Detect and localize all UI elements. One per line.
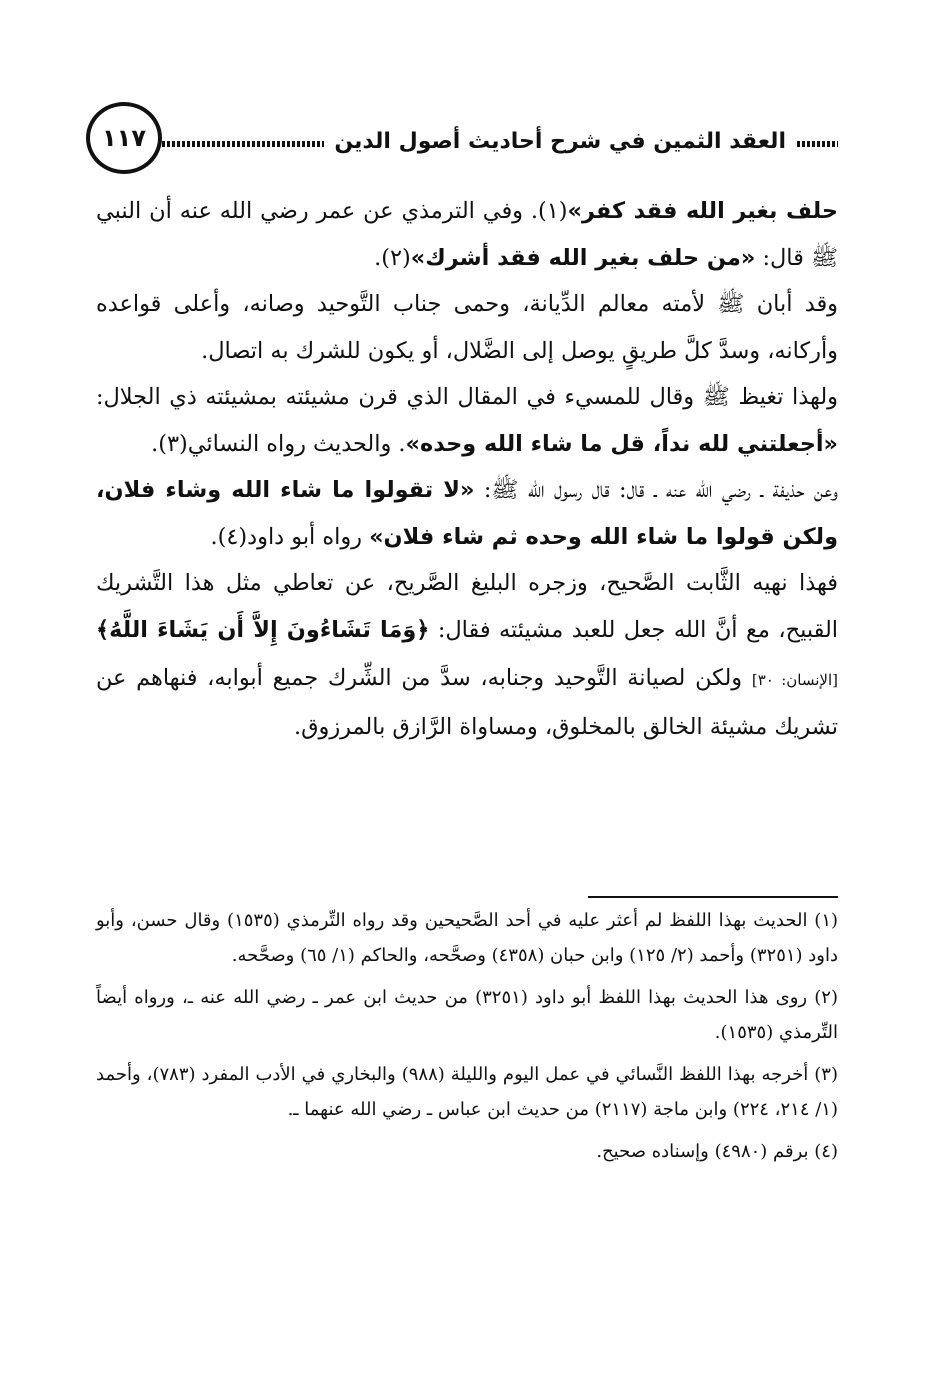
- hadith-quote: «من حلف بغير الله فقد أشرك»: [410, 244, 756, 271]
- footnote-divider: [588, 896, 838, 898]
- paragraph-text: (١). وفي الترمذي عن عمر رضي الله عنه أن النبي ﷺ قال:: [96, 198, 838, 271]
- footnote-ref: (٢).: [374, 244, 411, 271]
- paragraph-text: ولهذا تغيظ ﷺ وقال للمسيء في المقال الذي قرن مشيئته بمشيئته ذي الجلال:: [96, 384, 838, 410]
- main-text: [96, 188, 838, 750]
- paragraph-1: [96, 188, 838, 281]
- book-title: العقد الثمين في شرح أحاديث أصول الدين: [324, 122, 796, 162]
- hadith-quote: «أجعلتني لله نداً، قل ما شاء الله وحده»: [405, 430, 838, 457]
- footnotes: [96, 903, 838, 1176]
- footnote-4: (٤) برقم (٤٩٨٠) وإسناده صحيح.: [596, 1141, 838, 1162]
- paragraph-5: [96, 560, 838, 750]
- paragraph-text: وعن حذيفة ـ رضي الله عنه ـ قال: قال رسول الله ﷺ:: [474, 477, 838, 503]
- footnote-3: (٣) أخرجه بهذا اللفظ النَّسائي في عمل اليوم والليلة (٩٨٨) والبخاري في الأدب المفرد (٧٨٣)، وأحمد (١/ ٢١٤، ٢٢٤) وابن ماجة (٢١١٧) من حديث ابن عباس ـ رضي الله عنهما ـ.: [96, 1064, 838, 1120]
- hadith-quote: حلف بغير الله فقد كفر»: [567, 198, 838, 224]
- paragraph-4: [96, 467, 838, 560]
- paragraph-text: فهذا نهيه الثَّابت الصَّحيح، وزجره البليغ الصَّريح، عن تعاطي مثل هذا التَّشريك القبيح، مع أنَّ الله جعل للعبد مشيئته فقال:: [96, 570, 838, 643]
- paragraph-3: [96, 374, 838, 467]
- footnote-1: (١) الحديث بهذا اللفظ لم أعثر عليه في أحد الصَّحيحين وقد رواه التِّرمذي (١٥٣٥) وقال حسن، وأبو داود (٣٢٥١) وأحمد (٢/ ١٢٥) وابن حبان (٤٣٥٨) وصحَّحه، والحاكم (١/ ٦٥) وصحَّحه.: [96, 910, 839, 966]
- footnote-2: (٢) روى هذا الحديث بهذا اللفظ أبو داود (٣٢٥١) من حديث ابن عمر ـ رضي الله عنه ـ، ورواه أيضاً التِّرمذي (١٥٣٥).: [96, 987, 838, 1043]
- quran-verse: ﴿وَمَا تَشَاءُونَ إِلاَّ أَن يَشَاءَ اللَّهُ﴾: [96, 616, 430, 643]
- hadith-quote: «لا تقولوا ما شاء الله وشاء فلان، ولكن قولوا ما شاء الله وحده ثم شاء فلان»: [96, 477, 838, 550]
- page-header: [86, 100, 838, 180]
- paragraph-text: . والحديث رواه النسائي(٣).: [151, 430, 406, 457]
- verse-reference: [الإنسان: ٣٠]: [751, 671, 838, 689]
- paragraph-2: [96, 281, 838, 374]
- paragraph-text: ولكن لصيانة التَّوحيد وجنابه، سدَّ من الشِّرك جميع أبوابه، فنهاهم عن تشريك مشيئة الخالق بالمخلوق، ومساواة الرَّازق بالمرزوق.: [96, 665, 838, 740]
- paragraph-text: رواه أبو داود(٤).: [210, 523, 370, 550]
- page-number: ١١٧: [86, 102, 162, 174]
- paragraph-text: وقد أبان ﷺ لأمته معالم الدِّيانة، وحمى جناب التَّوحيد وصانه، وأعلى قواعده وأركانه، وسدَّ كلَّ طريقٍ يوصل إلى الضَّلال، أو يكون للشرك به اتصال.: [96, 291, 838, 364]
